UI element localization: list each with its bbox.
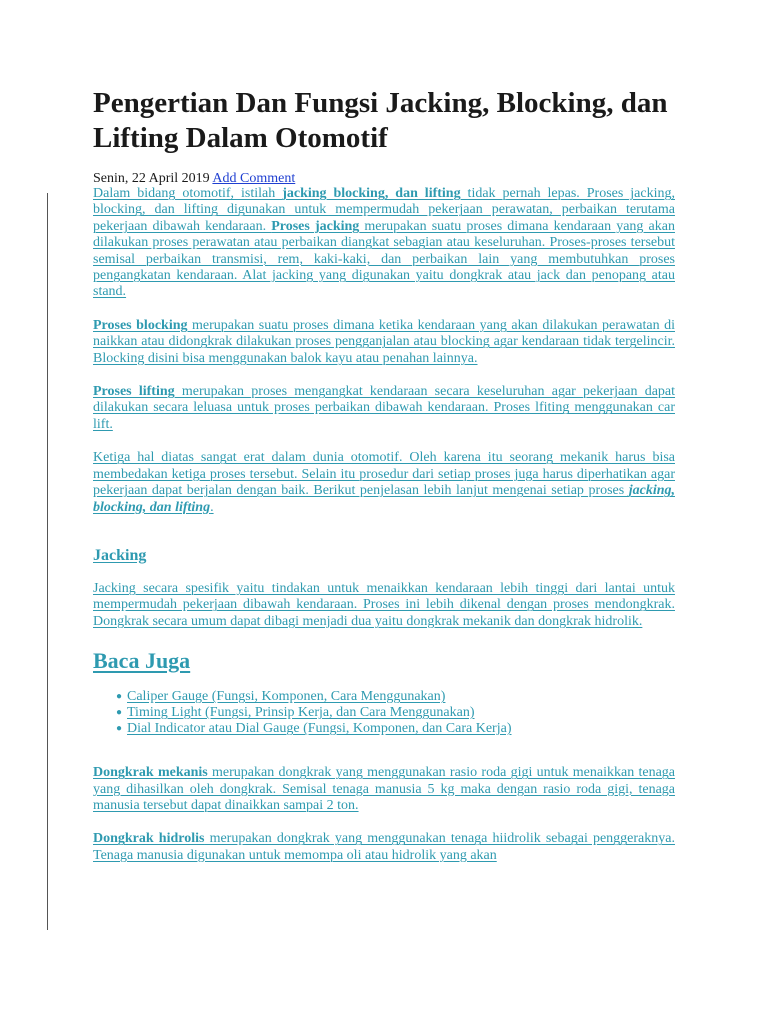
bold-term: jacking blocking, dan lifting: [282, 186, 461, 201]
paragraph-dongkrak-hidrolis[interactable]: [93, 831, 675, 864]
paragraph-summary[interactable]: [93, 450, 675, 516]
baca-juga-heading[interactable]: Baca Juga: [93, 648, 191, 674]
related-links-list: [93, 689, 675, 737]
bold-term: Dongkrak mekanis: [93, 765, 208, 781]
related-link-item[interactable]: [93, 705, 675, 721]
bold-term: Proses blocking: [93, 317, 188, 333]
bold-term: Proses lifting: [93, 384, 175, 400]
article-title: Pengertian Dan Fungsi Jacking, Blocking, dan Lifting Dalam Otomotif: [93, 87, 668, 154]
bullet-icon: ●: [116, 723, 123, 735]
text-span: tidak pernah lepas. Proses jacking, blocking, dan lifting digunakan untuk mempermudah pekerjaan perawatan, perbaikan terutama pekerjaan dibawah kendaraan.: [93, 186, 675, 234]
jacking-heading[interactable]: Jacking: [93, 546, 147, 564]
bold-term: Proses jacking: [271, 218, 360, 234]
text-span: merupakan suatu proses dimana kendaraan yang akan dilakukan proses perawatan atau perbaikan diangkat sebagian atau keseluruhan. Proses-proses tersebut semisal perbaikan transmisi, rem, kaki-kaki, dan perbaikan lain yang membutuhkan proses pengangkatan kendaraan. Alat jacking yang digunakan yaitu dongkrak atau jack dan penopang atau stand.: [93, 218, 675, 300]
post-date: Senin, 22 April 2019: [93, 171, 210, 186]
related-link-item[interactable]: [93, 689, 675, 705]
related-link-label[interactable]: Timing Light (Fungsi, Prinsip Kerja, dan Cara Menggunakan): [127, 705, 475, 721]
text-span: merupakan suatu proses dimana ketika kendaraan yang akan dilakukan perawatan di naikkan atau didongkrak dilakukan proses pengganjalan atau blocking agar kendaraan tidak tergelincir. Blocking disini bisa menggunakan balok kayu atau penahan lainnya.: [93, 317, 675, 366]
bullet-icon: ●: [116, 691, 123, 703]
text-span: Dalam bidang otomotif, istilah: [93, 186, 283, 201]
bold-italic-term: jacking, blocking, dan lifting: [93, 483, 675, 515]
bold-term: Dongkrak hidrolis: [93, 831, 205, 847]
paragraph-intro[interactable]: [93, 186, 675, 301]
add-comment-link[interactable]: Add Comment: [212, 171, 296, 186]
article-body: [93, 186, 675, 864]
paragraph-dongkrak-mekanis[interactable]: [93, 765, 675, 814]
paragraph-lifting[interactable]: [93, 384, 675, 433]
text-span: merupakan dongkrak yang menggunakan tenaga hiidrolik sebagai penggeraknya. Tenaga manusia digunakan untuk memompa oli atau hidrolik yang akan: [93, 831, 675, 863]
related-link-item[interactable]: [93, 721, 675, 737]
paragraph-blocking[interactable]: [93, 318, 675, 367]
paragraph-jacking[interactable]: Jacking secara spesifik yaitu tindakan untuk menaikkan kendaraan lebih tinggi dari lantai untuk mempermudah pekerjaan dibawah kendaraan. Proses ini lebih dikenal dengan proses mendongkrak. Dongkrak secara umum dapat dibagi menjadi dua yaitu dongkrak mekanik dan dongkrak hidrolik.: [93, 580, 675, 629]
text-span: merupakan proses mengangkat kendaraan secara keseluruhan agar pekerjaan dapat dilakukan secara leluasa untuk proses perbaikan dibawah kendaraan. Proses lfiting menggunakan car lift.: [93, 384, 676, 432]
text-span: Ketiga hal diatas sangat erat dalam dunia otomotif. Oleh karena itu seorang mekanik harus bisa membedakan ketiga proses tersebut. Selain itu prosedur dari setiap proses juga harus diperhatikan agar pekerjaan dapat berjalan dengan baik. Berikut penjelasan lebih lanjut mengenai setiap proses: [93, 450, 675, 499]
related-link-label[interactable]: Dial Indicator atau Dial Gauge (Fungsi, Komponen, dan Cara Kerja): [127, 721, 512, 737]
bullet-icon: ●: [116, 707, 123, 719]
text-span: merupakan dongkrak yang menggunakan rasio roda gigi untuk menaikkan tenaga yang dihasilkan oleh dongkrak. Semisal tenaga manusia 5 kg maka dengan rasio roda gigi, tenaga manusia tersebut dapat dinaikkan sampai 2 ton.: [93, 765, 676, 813]
left-margin-rule: [47, 193, 48, 930]
article-meta: [93, 171, 295, 187]
related-link-label[interactable]: Caliper Gauge (Fungsi, Komponen, Cara Menggunakan): [127, 689, 446, 705]
text-span: .: [210, 499, 214, 515]
